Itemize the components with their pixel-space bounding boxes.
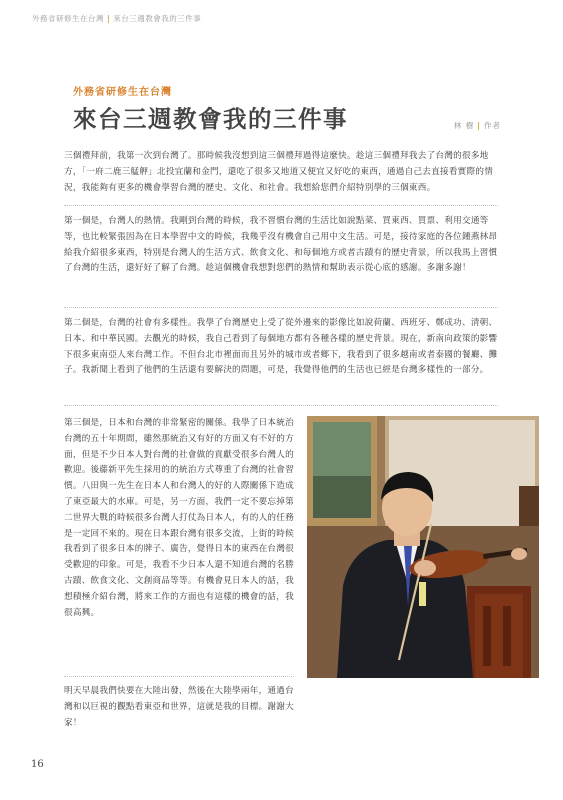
violinist-illustration <box>307 416 539 678</box>
running-header-right: 來台三週教會我的三件事 <box>113 14 202 23</box>
paragraph-first-point: 第一個是，台灣人的熱情。我剛到台灣的時候，我不習慣台灣的生活比如說點菜、買東西、買票、利用交通等等，也比較緊張因為在日本學習中文的時候，我幾乎沒有機會自己用中文生活。可是，接待家庭的各位鍾燕林昂給我介紹很多東西，特別是台灣人的生活方式、飲食文化、和每個地方或者古蹟有的歷史背景，所以我馬上習慣了台灣的生活，還好好了解了台灣。趁這個機會我想對您們的熱情和幫助表示從心底的感謝。多謝多謝！ <box>64 216 498 274</box>
author-name: 林 樹 <box>453 121 475 130</box>
section-label: 外務省研修生在台灣 <box>73 87 172 98</box>
running-header-left: 外務省研修生在台灣 <box>32 14 104 23</box>
divider <box>64 405 498 406</box>
paragraph-second-point: 第二個是，台灣的社會有多樣性。我學了台灣歷史上受了從外邊來的影像比如說荷蘭、西班牙、鄭成功、清朝、日本、和中華民國。去觀光的時候，我自己看到了每個地方都有各種各樣的歷史背景。現在，新南向政策的影響下很多東南亞人來台灣工作。不但台北市裡面而且另外的城市或者鄉下，我看到了很多越南或者泰國的餐廳、攤子。我新聞上看到了他們的生活還有要解決的問題，可是，我覺得他們的生活也已經是台灣多樣性的一部分。 <box>64 318 498 376</box>
violinist-photo <box>307 416 539 678</box>
divider <box>64 205 498 206</box>
paragraph-closing: 明天早晨我們快要在大陸出發，然後在大陸學兩年，通過台灣和以巨視的觀點看東亞和世界，這就是我的目標。謝謝大家！ <box>64 686 294 728</box>
author-role: 作者 <box>484 121 501 130</box>
byline-separator: | <box>477 121 481 130</box>
article-title: 來台三週教會我的三件事 <box>73 105 348 133</box>
paragraph-third-point: 第三個是，日本和台灣的非常緊密的關係。我學了日本統治台灣的五十年期間，雖然那統治又有好的方面又有不好的方面，但是不少日本人對台灣的社會做的貢獻受很多台灣人的歡迎。後藤新平先生採用的的統治方式尊重了台灣的社會習慣。八田與一先生在日本人和台灣人的好的人際關係下造成了東亞最大的水庫。可是，另一方面，我們一定不要忘掉第二世界大戰的時候很多台灣人打仗為日本人，有的人的任務是一定回不來的。現在日本跟台灣有很多交流，上街的時候我看到了很多日本的牌子、廣告，覺得日本的東西在台灣很受歡迎的印象。可是，我看不少日本人還不知道台灣的名勝古蹟、飲食文化、文創商品等等。有機會見日本人的話，我想積極介紹台灣，將來工作的方面也有這樣的機會的話，我很高興。 <box>64 418 294 618</box>
divider <box>64 307 498 308</box>
paragraph-intro: 三個禮拜前，我第一次到台灣了。那時候我沒想到這三個禮拜過得這麼快。趁這三個禮拜我去了台灣的很多地方，「一府二鹿三艋舺」北投宜蘭和金門，還吃了很多又地道又便宜又好吃的東西，通過自己去直接看實際的情況，我能夠有更多的機會學習台灣的歷史、文化、和社會。我想給您們介紹特別學的三個東西。 <box>64 151 494 193</box>
page-number: 16 <box>31 759 44 770</box>
divider <box>64 676 294 677</box>
running-header-separator: | <box>107 14 111 23</box>
byline <box>454 120 501 131</box>
running-header <box>32 13 201 24</box>
